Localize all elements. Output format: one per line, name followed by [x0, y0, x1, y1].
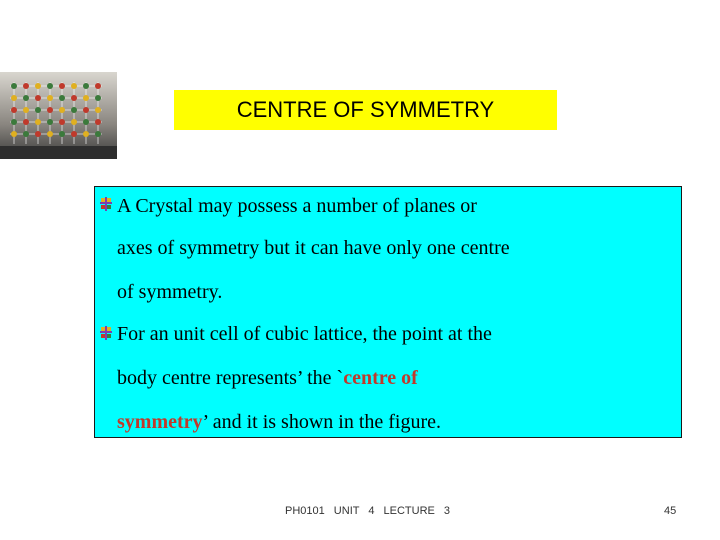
bullet2-line1: For an unit cell of cubic lattice, the point at the	[117, 323, 492, 345]
title-banner	[174, 90, 557, 130]
bullet-marker-icon	[100, 326, 112, 340]
bullet2-line3-suffix: ’ and it is shown in the figure.	[202, 411, 442, 433]
bullet1-line2: axes of symmetry but it can have only one centre	[117, 237, 510, 259]
bullet2-accent-symmetry: symmetry	[117, 411, 203, 433]
slide-title: CENTRE OF SYMMETRY	[236, 97, 495, 122]
crystal-lattice-photo	[0, 72, 117, 159]
bullet2-line2	[117, 367, 418, 390]
bullet-marker-icon	[100, 197, 112, 211]
bullet2-line2-prefix: body centre represents’ the `	[117, 367, 344, 389]
bullet1-line3: of symmetry.	[117, 281, 223, 303]
slide-footer: PH0101 UNIT 4 LECTURE 3	[285, 505, 451, 517]
bullet1-line1: A Crystal may possess a number of planes or	[117, 195, 477, 217]
page-number: 45	[664, 505, 677, 517]
bullet2-accent-centre-of: centre of	[343, 367, 418, 389]
bullet2-line3	[117, 411, 441, 434]
content-box	[94, 186, 682, 438]
